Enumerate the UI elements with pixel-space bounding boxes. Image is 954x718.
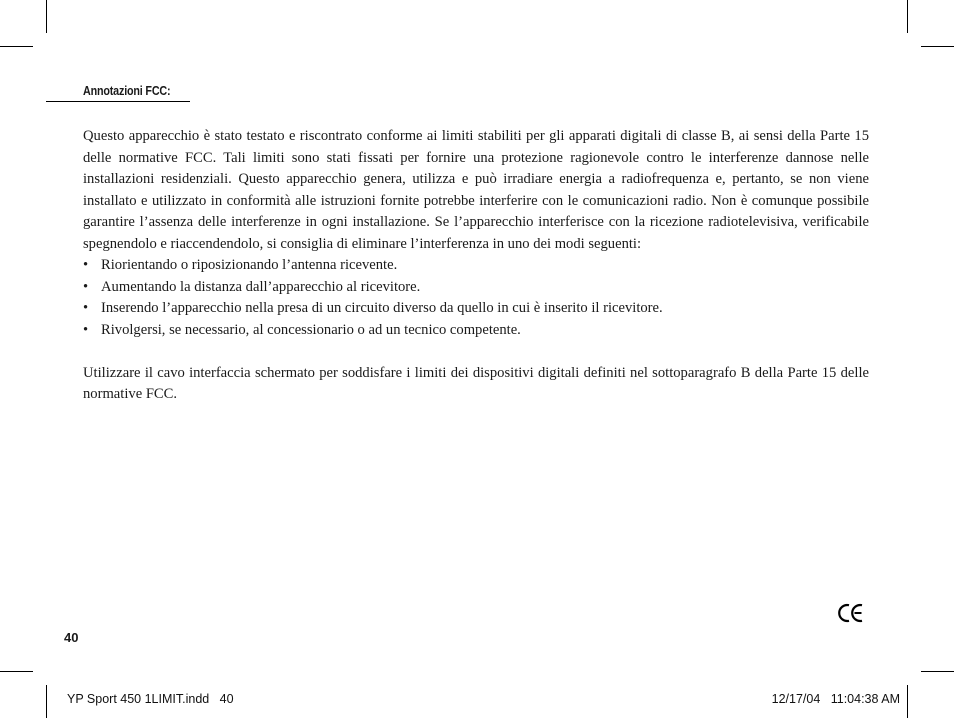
list-item <box>83 298 869 320</box>
crop-mark-bottom-left-horizontal <box>0 671 33 672</box>
fcc-notice-body <box>83 126 869 406</box>
list-item-text: Inserendo l’apparecchio nella presa di un circuito diverso da quello in cui è inserito il ricevitore. <box>101 300 663 316</box>
section-heading: Annotazioni FCC: <box>83 84 171 98</box>
crop-mark-bottom-right-vertical <box>907 685 908 718</box>
fcc-paragraph-1: Questo apparecchio è stato testato e riscontrato conforme ai limiti stabiliti per gli apparati digitali di classe B, ai sensi della Parte 15 delle normative FCC. Tali limiti sono stati fissati per fornire una protezione ragionevole contro le interferenze dannose nelle installazioni residenziali. Questo apparecchio genera, utilizza e può irradiare energia a radiofrequenza e, pertanto, se non viene installato e utilizzato in conformità alle istruzioni fornite potrebbe interferire con le comunicazioni radio. Non è comunque possibile garantire l’assenza delle interferenze in ogni installazione. Se l’apparecchio interferisce con la ricezione radiotelevisiva, verificabile spegnendolo e riaccendendolo, si consiglia di eliminare l’interferenza in uno dei modi seguenti: <box>83 128 869 252</box>
list-item <box>83 277 869 299</box>
remedy-list <box>83 255 869 341</box>
fcc-paragraph-2: Utilizzare il cavo interfaccia schermato per soddisfare i limiti dei dispositivi digitali definiti nel sottoparagrafo B della Parte 15 delle normative FCC. <box>83 364 869 402</box>
heading-underline <box>46 101 190 102</box>
page-number: 40 <box>64 630 79 645</box>
ce-mark-icon <box>838 603 864 623</box>
slug-timestamp: 12/17/04 11:04:38 AM <box>771 692 900 706</box>
crop-mark-bottom-left-vertical <box>46 685 47 718</box>
list-item-text: Riorientando o riposizionando l’antenna ricevente. <box>101 257 398 273</box>
bullet-marker: • <box>83 321 89 338</box>
crop-mark-top-right-horizontal <box>921 46 954 47</box>
list-item-text: Aumentando la distanza dall’apparecchio al ricevitore. <box>101 278 421 295</box>
paragraph-spacer <box>83 341 869 363</box>
bullet-marker: • <box>83 300 89 316</box>
bullet-marker: • <box>83 278 89 295</box>
slug-file-info: YP Sport 450 1LIMIT.indd 40 <box>67 692 234 706</box>
list-item <box>83 255 869 277</box>
crop-mark-bottom-right-horizontal <box>921 671 954 672</box>
crop-mark-top-left-vertical <box>46 0 47 33</box>
list-item-text: Rivolgersi, se necessario, al concessionario o ad un tecnico competente. <box>101 321 521 338</box>
list-item <box>83 320 869 342</box>
bullet-marker: • <box>83 257 89 273</box>
crop-mark-top-left-horizontal <box>0 46 33 47</box>
crop-mark-top-right-vertical <box>907 0 908 33</box>
